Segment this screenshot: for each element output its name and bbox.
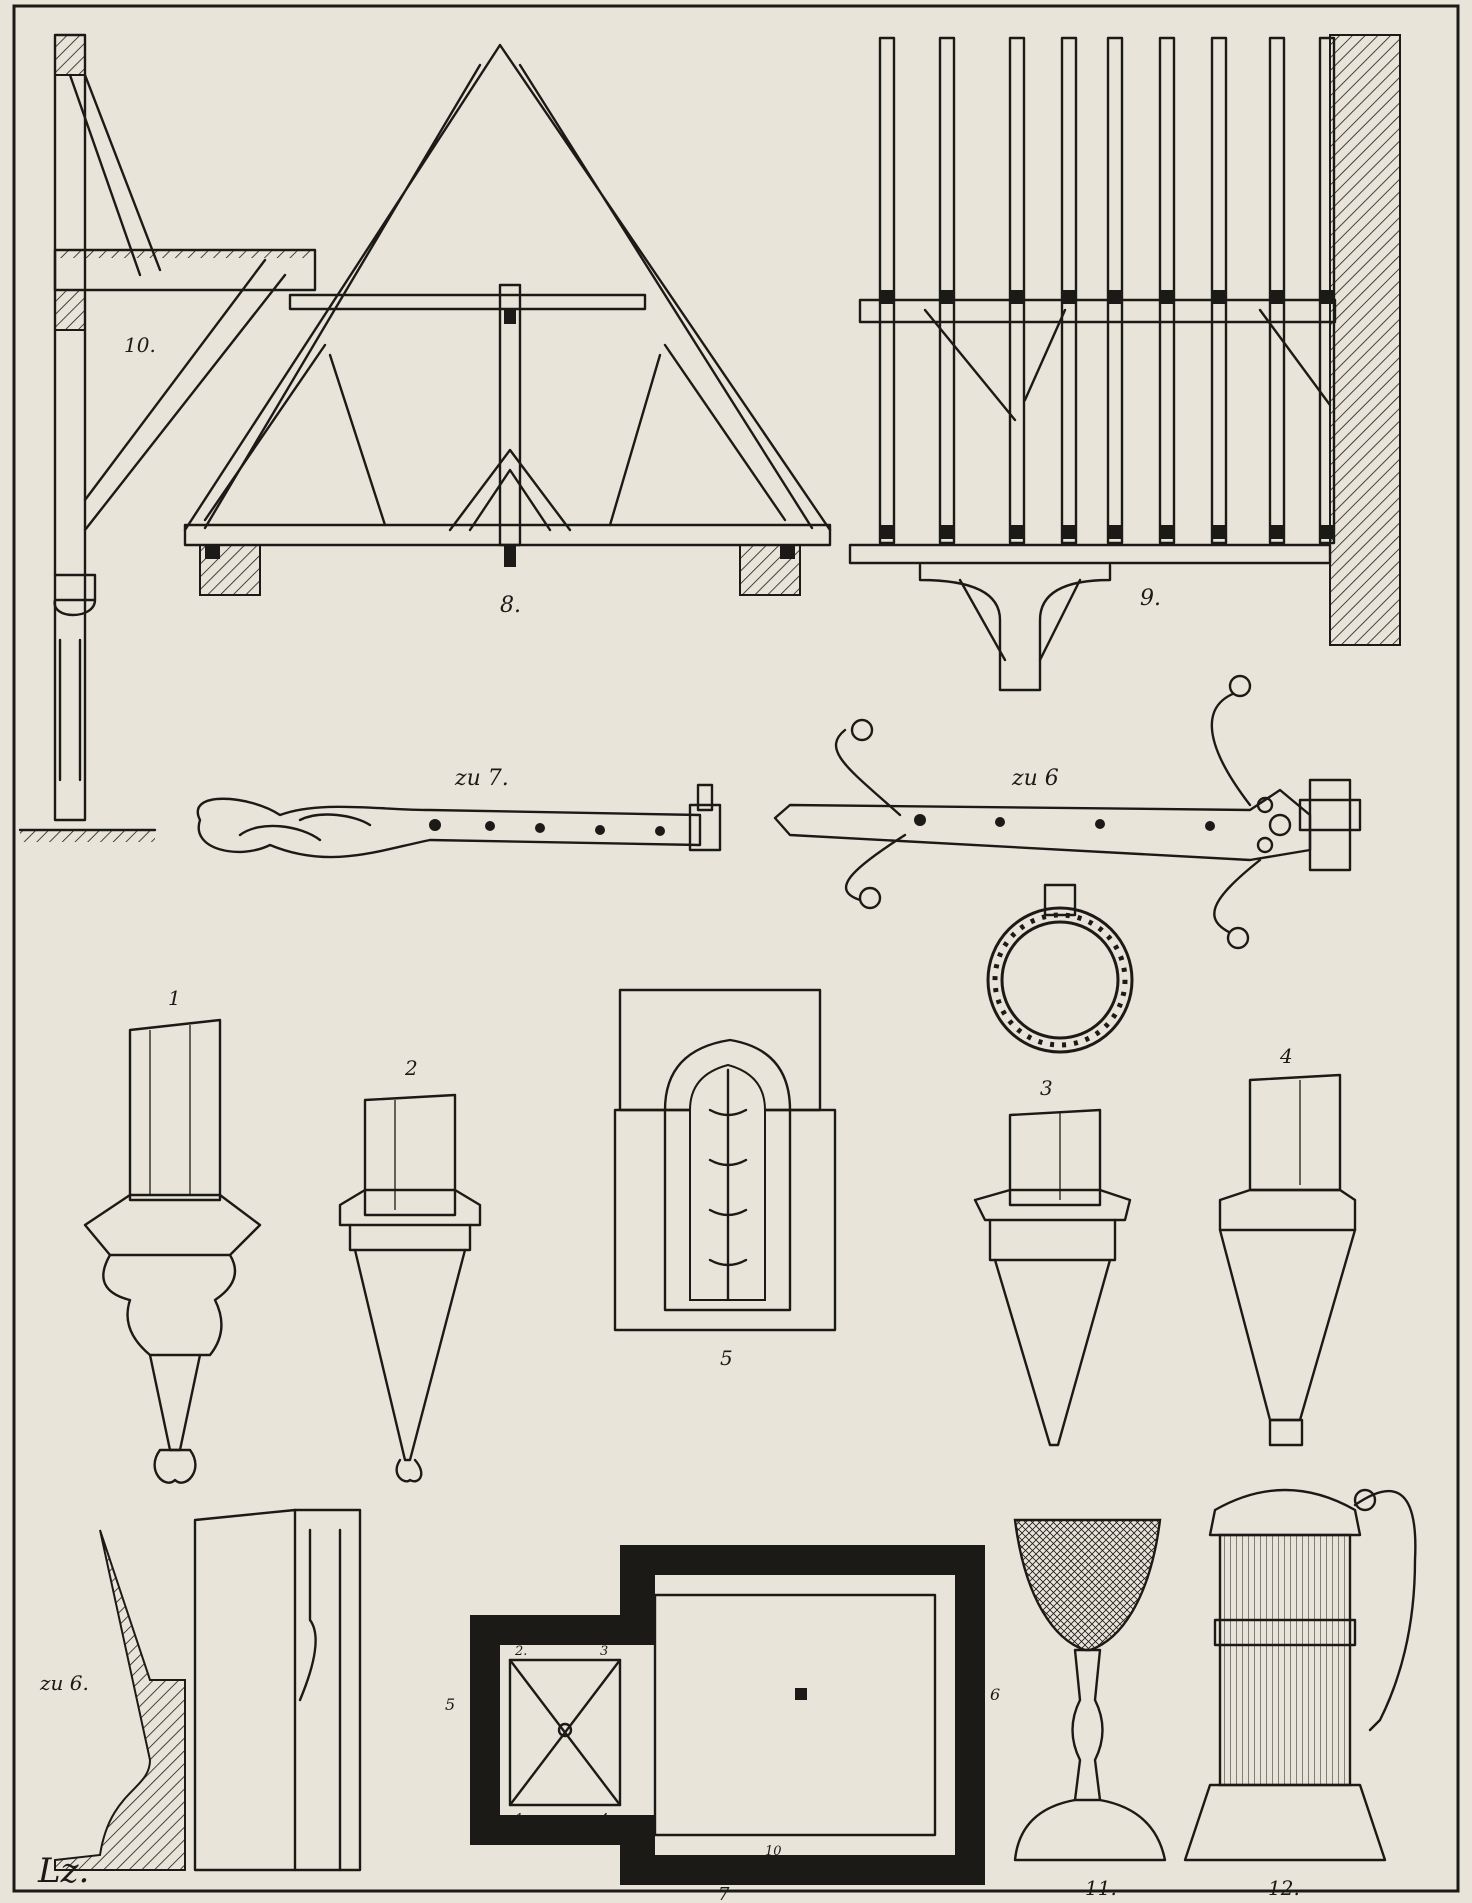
fig3-label: 3: [1040, 1076, 1053, 1100]
fig9-gallery: [850, 35, 1400, 690]
gallery-bar-joint: [880, 290, 894, 304]
gallery-bar-joint: [1212, 290, 1226, 304]
fig12-tankard: [1185, 1490, 1415, 1900]
gallery-bar-joint: [940, 290, 954, 304]
fig4-label: 4: [1280, 1044, 1293, 1068]
monogram: Lz.: [38, 1851, 90, 1891]
fig11-goblet: [1015, 1520, 1165, 1900]
gallery-bar-joint: [1108, 290, 1122, 304]
fig5-label: 5: [720, 1346, 733, 1370]
fig12-label: 12.: [1268, 1876, 1300, 1900]
door-ring: [988, 885, 1132, 1052]
fig2-label: 2: [405, 1056, 418, 1080]
gallery-bar-joint: [1062, 525, 1076, 539]
plan-label-1: 1.: [515, 1812, 528, 1827]
gallery-bar-joint: [1010, 525, 1024, 539]
gallery-bar-joint: [880, 525, 894, 539]
gallery-bar-joint: [1160, 290, 1174, 304]
fig11-label: 11.: [1085, 1876, 1117, 1900]
plan-label-2: 2.: [515, 1644, 528, 1659]
gallery-bar-joint: [1320, 290, 1334, 304]
corbel-3: [975, 1076, 1130, 1445]
gallery-bar-joint: [1212, 525, 1226, 539]
fig7-church-plan: [445, 1545, 1000, 1903]
zu6-profile-label: zu 6.: [40, 1671, 89, 1695]
zu7-label: zu 7.: [455, 766, 509, 791]
gallery-bar-joint: [940, 525, 954, 539]
fig1-label: 1: [168, 986, 181, 1010]
fig5-window: [615, 990, 835, 1370]
fig7-label: 7: [718, 1884, 730, 1903]
plan-label-10: 10: [765, 1844, 782, 1859]
gallery-bar-joint: [1270, 290, 1284, 304]
gallery-bar-joint: [1320, 525, 1334, 539]
fig10-label-top: 10.: [124, 333, 156, 357]
hinge-zu7: [198, 766, 720, 857]
corbel-4: [1220, 1044, 1355, 1445]
plan-label-6: 6: [990, 1685, 1001, 1704]
fig9-label: 9.: [1140, 586, 1161, 611]
zu6-profile: [37, 1510, 360, 1891]
fig10-post-bracket: [20, 35, 315, 842]
gallery-bar-joint: [1062, 290, 1076, 304]
gallery-bar-joint: [1270, 525, 1284, 539]
zu6-hinge-label: zu 6: [1012, 766, 1059, 791]
fig8-roof-truss: [185, 45, 830, 618]
corbel-1: [85, 986, 260, 1483]
gallery-bar-joint: [1010, 290, 1024, 304]
gallery-bar-joint: [1108, 525, 1122, 539]
plan-label-4: 4: [600, 1812, 609, 1827]
corbel-2: [340, 1056, 480, 1481]
plan-label-3: 3: [600, 1644, 609, 1659]
plan-label-5: 5: [445, 1695, 456, 1714]
gallery-bar-joint: [1160, 525, 1174, 539]
fig8-label: 8.: [500, 593, 521, 618]
